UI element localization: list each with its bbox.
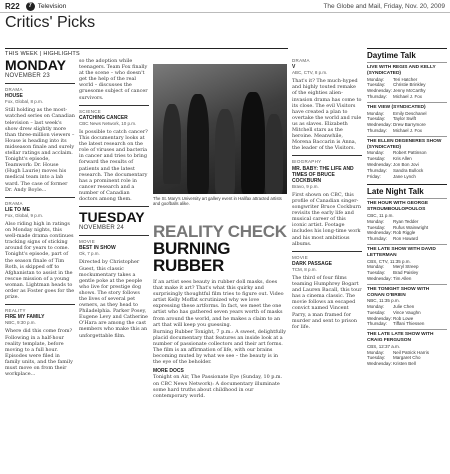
column-tuesday: so the adoption while teenagers. Team Fox finally at the scene – who doesn't get the help of the real world – discusses the gruesome subject of cancer survivors. SCIENCE CATCHING CANCER CBC News Network, 10 p.m. Is possible to catch cancer? This documentary looks at the latest research on the role of viruses and bacteria in cancer and tries to bring forward the results of patients and the latest research. The documentary has a prominent role in cancer research and a number of Canadian doctors among them. TUESDAY NOVEMBER 24 MOVIE BEST IN SHOW Ok, 7 p.m. Directed by Christopher Guest, this classic mockumentary takes a gentle poke at the people who live for prestige dog shows. The story follows the lives of several pet owners, as they head to Philadelphia. Parker Posey, Eugene Levy and Catherine O'Hara are among the cast members who make this an unforgettable film. [79,58,148,339]
show-title: LIE TO ME [5,206,30,213]
daytime-talk-heading: Daytime Talk [367,48,447,60]
guest-row: Wednesday: Jon Bon Jovi [367,161,419,167]
photo-caption: The St. Mary's University art gallery event in Halifax attracted artists and goofballs alike. [153,196,282,207]
guest-row: Tuesday: Taylor Swift [367,116,417,122]
guest-row: CBC, 11 p.m. [367,212,394,218]
talk-show-title: LIVE WITH REGIS AND KELLY (SYNDICATED) [367,65,436,76]
guest-row: Monday: Neil Patrick Harris [367,349,430,355]
talk-show-title: THE ELLEN DEGENERES SHOW (SYNDICATED) [367,138,442,150]
show-title: CATCHING CANCER [79,114,128,121]
show-title: MR. BABY: THE LIFE AND TIMES OF BRUCE COCKBURN [292,165,354,184]
guest-row: Monday: Meryl Streep [367,264,419,270]
talk-show-block [367,62,447,102]
late-night-talk-heading: Late Night Talk [367,184,447,196]
talk-show-title: THE LATE SHOW WITH DAVID LETTERMAN [367,246,436,258]
show-title: V [292,64,296,71]
guest-row: Friday: Jane Lynch [367,173,416,179]
guest-row: CBS, 12:37 a.m. [367,343,401,349]
feature-headline-bottom: BURNING RUBBER [153,239,231,275]
guest-row: Thursday: Michael J. Fox [367,93,423,99]
guest-row: Monday: Ryan Tedder [367,218,419,224]
talk-show-block [367,244,447,284]
talk-show-title: THE LATE LATE SHOW WITH CRAIG FERGUSON [367,332,434,344]
guest-row: Tuesday: Rufus Wainwright [367,224,429,230]
show-title: BEST IN SHOW [79,245,116,252]
talk-show-title: THE HOUR WITH GEORGE STROUMBOULOPOULOS [367,201,429,213]
talk-show-block [367,284,447,330]
day-heading: TUESDAY [79,209,145,226]
column-monday: MONDAY NOVEMBER 23 DRAMA HOUSE Fox, Global, 8 p.m. Still holding as the most-watched series on Canadian television – last week's show drew slightly more than three-million viewers – House is heading into its midseason finale and surely stellar ratings and acclaim. Tonight's episode, Teamwork: Dr. House (Hugh Laurie) moves his medical team into a lab ward. The case of former Dr. Andy Boyle... DRAMA LIE TO ME Fox, Global, 9 p.m. Also riding high in ratings on Monday nights, this well-made drama continues tracking signs of sticking around for years to come. Tonight's episode, part of the season finale of Tim Roth, is skipped off to Afghanistan to assist in the rescue mission of a young woman. Lightman heads to order as Foster goes for the prize. REALITY FIRE MY FAMILY NBC, 9:30 p.m. Where did this come from? Following in a half-hour reality template, before moving to a full hour. Episodes were filed in family units, and the family must move on from their workplace... [5,58,75,378]
page-header-bar [0,0,450,13]
guest-row: Tuesday: Christie Brinkley [367,82,426,88]
guest-row: Thursday: Ron Howard [367,236,419,242]
guest-row: Thursday: Tiffani Thiessen [367,321,425,327]
guest-row: Wednesday: Kristen Bell [367,361,416,367]
talk-show-block [367,329,447,369]
show-title: HOUSE [5,93,23,100]
guest-row: Monday: Robert Pattinson [367,150,427,156]
day-date: NOVEMBER 23 [5,73,50,79]
talk-show-block [367,136,447,182]
talk-show-title: THE VIEW (SYNDICATED) [367,104,426,110]
show-title: DARK PASSAGE [292,260,332,267]
guest-row: Tuesday: Vince Vaughn [367,309,421,315]
guest-row: Tuesday: Margaret Cho [367,355,421,361]
guest-row: Tuesday: Kris Allen [367,156,412,162]
guest-row: Thursday: Michael J. Fox [367,127,423,133]
feature-article: REALITY CHECK BURNING RUBBER If an artist sees beauty in rubber doll masks, does that make it art? That's what this quirky and surprisingly thoughtful film tries to figure out. Video artist Kelly Moffat scrutinized why we love expressing these artforms. In fact, we meet the one artist who has gathered seven years worth of masks from around the world, and he makes a claim to an art that will keep you guessing. Burning Rubber Tonight, 7 p.m.: A sweet, delightfully placid documentary that features an inside look at a number of passionate collectors and their art forms. The film is an affirmation of life, with our brains becoming muted by what we see – the beauty is in the eye of the beholder. MORE DOCS Tonight on Air, The Passionate Eye (Sunday, 10 p.m. on CBC News Network): A documentary illuminate some hard truths about childhood in our contemporary world. [153,222,287,399]
talk-show-block [367,102,447,136]
guest-row: CBS, CTV, 11:35 p.m. [367,258,411,264]
talk-show-block [367,198,447,244]
show-title: FIRE MY FAMILY [5,314,45,321]
section-dot-icon: 7 [26,2,35,11]
guest-row: Wednesday: Rob Riggle [367,230,416,236]
page-number: R22 [5,1,20,11]
guest-row: NBC, 11:35 p.m. [367,298,400,304]
day-date: NOVEMBER 24 [79,225,124,232]
guest-row: Wednesday: Tim Allen [367,275,412,281]
talk-sidebar [367,48,447,369]
guest-row: Wednesday: Jenny McCarthy [367,88,426,94]
guest-row: Wednesday: Drew Barrymore [367,122,426,128]
guest-row: Monday: Emily Deschanel [367,110,427,116]
guest-row: Wednesday: Rob Lowe [367,315,414,321]
column-right-listings: DRAMA V ABC, CTV, 8 p.m. That's it? The much-hyped and highly touted remake of the eighties alien-invasion drama has come to its close. The evil Visitors have created a plan to overtake the world and rule us as slaves. Elizabeth Mitchell stars as the heroine. Meanwhile, Morena Baccarin is Anna, the leader of the Visitors. BIOGRAPHY MR. BABY: THE LIFE AND TIMES OF BRUCE COCKBURN Bravo, 9 p.m. First shown on CBC, this profile of Canadian singer-songwriter Bruce Cockburn revisits the early life and musical career of this iconic artist. Footage includes his long-time work and his most ambitious albums. MOVIE DARK PASSAGE TCM, 8 p.m. The third of four films teaming Humphrey Bogart and Lauren Bacall, this tour has a cinema classic. The movie follows an escaped convict named Vincent Parry, a man framed for murder and sent to prison for life. [292,58,362,330]
section-label: Television [37,2,67,10]
guest-row: Monday: Teri Hatcher [367,76,418,82]
talk-show-title: THE TONIGHT SHOW WITH CONAN O'BRIEN [367,286,430,298]
feature-headline-top: REALITY CHECK [153,222,287,241]
day-heading: MONDAY [5,58,66,73]
guest-row: Thursday: Sandra Bullock [367,167,424,173]
guest-row: Tuesday: Brad Paisley [367,270,419,276]
paper-date: The Globe and Mail, Friday, Nov. 20, 2009 [323,2,445,10]
page-title: Critics' Picks [5,14,96,31]
guest-row: Monday: Julie Chen [367,304,415,310]
this-week-label: THIS WEEK | HIGHLIGHTS [5,48,288,57]
feature-photo [153,64,287,194]
